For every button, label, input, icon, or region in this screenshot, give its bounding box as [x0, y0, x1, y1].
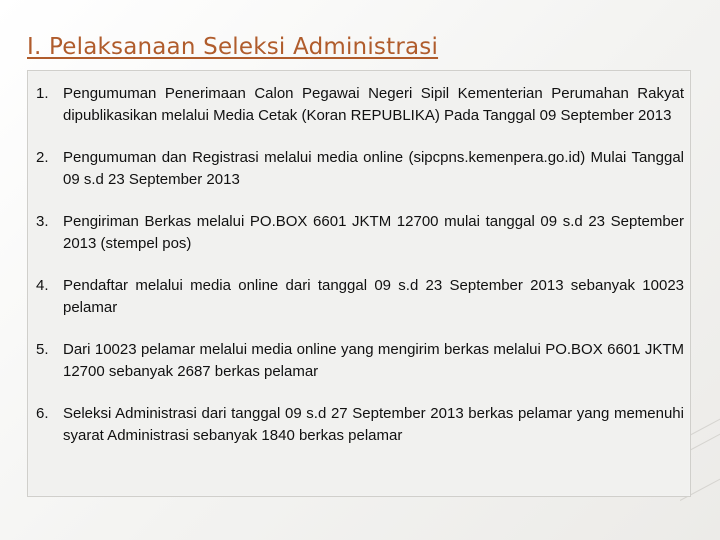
list-item-text: Pengumuman dan Registrasi melalui media online (sipcpns.kemenpera.go.id) Mulai Tanggal 09 s.d 23 September 2013	[63, 149, 684, 188]
list-item	[36, 83, 684, 126]
list-item-text: Seleksi Administrasi dari tanggal 09 s.d 27 September 2013 berkas pelamar yang memenuhi syarat Administrasi sebanyak 1840 berkas pelamar	[63, 405, 684, 444]
list-item-text: Pengiriman Berkas melalui PO.BOX 6601 JKTM 12700 mulai tanggal 09 s.d 23 September 2013 (stempel pos)	[63, 213, 684, 252]
list-item-number: 2.	[36, 149, 49, 166]
list-item	[36, 275, 684, 318]
slide-title: I. Pelaksanaan Seleksi Administrasi	[27, 34, 439, 60]
list-item-number: 1.	[36, 85, 49, 102]
list-item-number: 5.	[36, 341, 49, 358]
list-item	[36, 403, 684, 446]
list-item-text: Pendaftar melalui media online dari tanggal 09 s.d 23 September 2013 sebanyak 10023 pelamar	[63, 277, 684, 316]
list-item	[36, 147, 684, 190]
numbered-list	[36, 83, 684, 446]
list-item-number: 4.	[36, 277, 49, 294]
list-item-number: 3.	[36, 213, 49, 230]
list-item	[36, 339, 684, 382]
list-item-text: Pengumuman Penerimaan Calon Pegawai Negeri Sipil Kementerian Perumahan Rakyat dipublikasikan melalui Media Cetak (Koran REPUBLIKA) Pada Tanggal 09 September 2013	[63, 85, 684, 124]
list-item	[36, 211, 684, 254]
list-item-number: 6.	[36, 405, 49, 422]
content-box	[27, 70, 691, 497]
list-item-text: Dari 10023 pelamar melalui media online yang mengirim berkas melalui PO.BOX 6601 JKTM 12700 sebanyak 2687 berkas pelamar	[63, 341, 684, 380]
